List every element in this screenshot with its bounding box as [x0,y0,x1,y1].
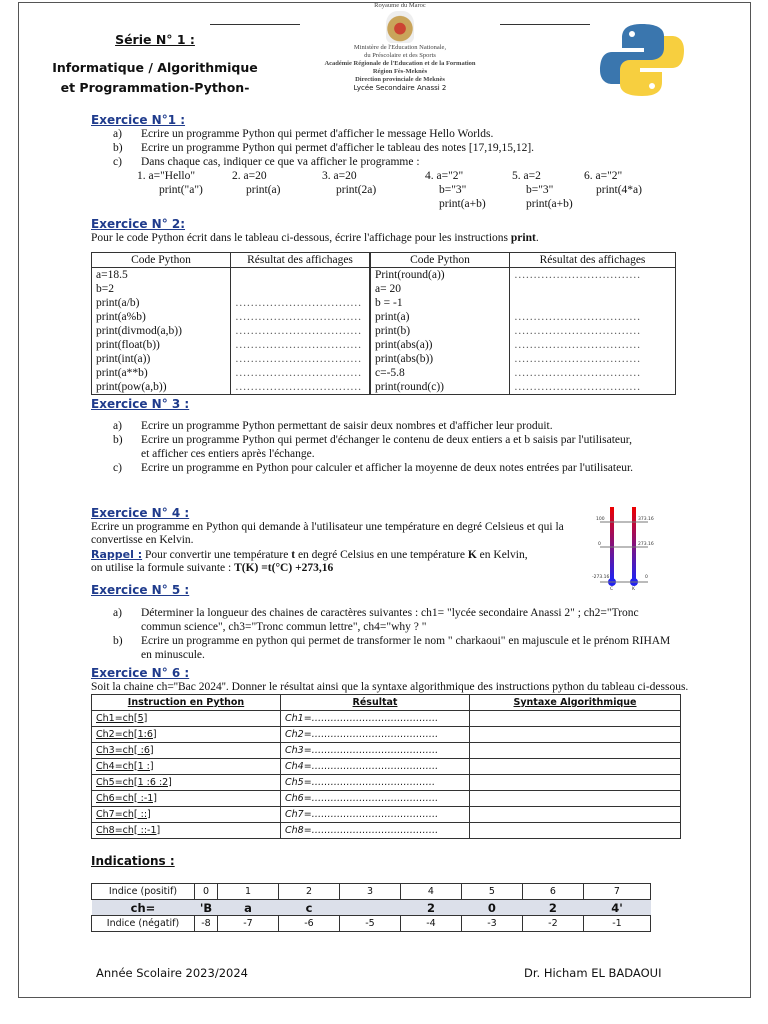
column-header: Code Python [370,253,510,268]
code-cell: a= 20 [370,282,510,296]
result-cell: Ch5=………………………………… [281,775,470,791]
instruction-cell: Ch7=ch[ ::] [92,807,281,823]
table-row [92,759,681,775]
code-cell: b = -1 [370,296,510,310]
python-logo-icon [598,22,686,98]
code-cell: Print(round(a)) [370,268,510,283]
index-cell: 'B [195,900,218,916]
item-text: Dans chaque cas, indiquer ce que va afficher le programme : [141,156,420,168]
table-row [92,296,676,310]
code-cell: print(a/b) [92,296,231,310]
code-cell: print(a**b) [92,366,231,380]
column-header: Syntaxe Algorithmique [470,695,681,711]
row-label: Indice (positif) [92,884,195,900]
result-cell: …………………………… [231,338,371,352]
result-cell: …………………………… [231,380,371,395]
table-row [92,775,681,791]
syntax-cell [470,727,681,743]
index-cell: -3 [461,916,522,932]
exercise-1-list [91,127,731,169]
thermometer-icon [590,505,660,590]
syntax-cell [470,807,681,823]
instruction-cell: Ch3=ch[ :6] [92,743,281,759]
result-cell: Ch2=…………………………………. [281,727,470,743]
exercise-3-title: Exercice N° 3 : [91,397,190,411]
school-year: Année Scolaire 2023/2024 [96,966,248,980]
table-row [92,282,676,296]
index-cell: -7 [218,916,279,932]
syntax-cell [470,743,681,759]
indications-title: Indications : [91,854,175,868]
index-cell: c [278,900,339,916]
exercise-2-intro: Pour le code Python écrit dans le tableau ci-dessous, écrire l'affichage pour les instructions print. [91,232,539,244]
exercise-2-table [91,252,676,395]
syntax-cell [470,711,681,727]
coat-of-arms-icon [386,11,414,43]
instruction-cell: Ch5=ch[1 :6 :2] [92,775,281,791]
divider [500,24,590,25]
result-cell [510,296,676,310]
instruction-cell: Ch6=ch[ :-1] [92,791,281,807]
rappel: Rappel : Pour convertir une température t en degré Celsius en une température K en Kelvin, [91,547,528,561]
instruction-cell: Ch1=ch[5] [92,711,281,727]
index-cell: 2 [522,900,583,916]
row-label: ch= [92,900,195,916]
result-cell: …………………………… [510,338,676,352]
index-cell: 5 [461,884,522,900]
academy: Académie Régionale de l'Education et de la Formation [324,60,476,67]
syntax-cell [470,775,681,791]
index-cell: 2 [278,884,339,900]
case: 6. a="2" print(4*a) [584,170,642,196]
scale-label: 273.16 [638,542,654,547]
scale-label: -273.16 [592,575,610,580]
exercise-5-title: Exercice N° 5 : [91,583,190,597]
column-header: Résultat [281,695,470,711]
item-key: a) [113,128,122,140]
index-cell: 3 [339,884,400,900]
case: 1. a="Hello" print("a") [137,170,203,196]
index-cell: a [218,900,279,916]
result-cell: …………………………… [510,380,676,395]
exercise-1-cases [91,169,731,211]
list-item [91,155,731,169]
index-cell: -8 [195,916,218,932]
subject-line2: et Programmation-Python- [60,80,250,95]
list-item: b) Ecrire un programme Python qui permet d'échanger le contenu de deux entiers a et b saisis par l'utilisateur, et afficher ces entiers après l'échange. [113,434,632,460]
result-cell: …………………………… [510,310,676,324]
scale-label: 0 [598,542,601,547]
index-cell: -5 [339,916,400,932]
result-cell: Ch7=…………………………………. [281,807,470,823]
exercise-6-title: Exercice N° 6 : [91,666,190,680]
kingdom: Royaume du Maroc [374,2,426,9]
table-row [92,324,676,338]
exercise-1-title: Exercice N°1 : [91,113,186,127]
code-cell: print(abs(a)) [370,338,510,352]
table-row [92,338,676,352]
region: Région Fès-Meknès [372,68,428,75]
formula: on utilise la formule suivante : T(K) =t(°C) +273,16 [91,562,334,574]
code-cell: print(abs(b)) [370,352,510,366]
serie-title: Série N° 1 : [115,32,195,47]
syntax-cell [470,759,681,775]
result-cell: Ch3=…………………………………. [281,743,470,759]
index-cell: -2 [522,916,583,932]
list-item: c) Ecrire un programme en Python pour calculer et afficher la moyenne de deux notes entrées par l'utilisateur. [113,462,634,474]
item-text: Ecrire un programme Python qui permet d'afficher le tableau des notes [17,19,15,12]. [141,142,535,154]
code-cell: print(a%b) [92,310,231,324]
scale-label: 0 [645,575,648,580]
kelvin-label: K [632,587,635,590]
code-cell: print(divmod(a,b)) [92,324,231,338]
list-item: b) Ecrire un programme en python qui permet de transformer le nom " charkaoui" en majuscule et le prénom RIHAM en minuscule. [113,635,671,661]
divider [210,24,300,25]
result-cell [231,268,371,283]
result-cell: …………………………… [510,268,676,283]
school: Lycée Secondaire Anassi 2 [353,84,447,92]
table-row [92,743,681,759]
exercise-2-title: Exercice N° 2: [91,217,186,231]
code-cell: c=-5.8 [370,366,510,380]
indices-table [91,883,651,932]
index-cell: 0 [461,900,522,916]
result-cell: …………………………… [231,296,371,310]
column-header: Code Python [92,253,231,268]
list-item: a) Ecrire un programme Python permettant de saisir deux nombres et d'afficher leur produit. [113,420,553,432]
direction: Direction provinciale de Meknès [355,76,445,83]
exercise-3-list [91,419,641,475]
table-row [92,711,681,727]
table-row [92,807,681,823]
result-cell: …………………………… [510,352,676,366]
column-header: Résultat des affichages [231,253,371,268]
table-row [92,310,676,324]
table-row [92,366,676,380]
index-cell [339,900,400,916]
result-cell [231,282,371,296]
code-cell: b=2 [92,282,231,296]
index-cell: 1 [218,884,279,900]
table-row [92,727,681,743]
result-cell: Ch8=…………………………………. [281,823,470,839]
column-header: Instruction en Python [92,695,281,711]
index-cell: -6 [278,916,339,932]
subject-line1: Informatique / Algorithmique [52,60,258,75]
celsius-label: C [610,587,614,590]
code-cell: print(int(a)) [92,352,231,366]
syntax-cell [470,791,681,807]
result-cell: …………………………… [510,366,676,380]
result-cell: Ch1=…………………………………. [281,711,470,727]
syntax-cell [470,823,681,839]
case: 3. a=20 print(2a) [322,170,377,196]
code-cell: a=18.5 [92,268,231,283]
instruction-cell: Ch2=ch[1:6] [92,727,281,743]
institution-block [290,2,510,92]
index-cell: 4 [400,884,461,900]
result-cell: …………………………… [510,324,676,338]
case: 5. a=2 b="3" print(a+b) [512,170,573,210]
result-cell: …………………………… [231,366,371,380]
index-cell: 6 [522,884,583,900]
instruction-cell: Ch8=ch[ ::-1] [92,823,281,839]
table-row [92,268,676,283]
exercise-6-intro: Soit la chaine ch=''Bac 2024''. Donner le résultat ainsi que la syntaxe algorithmique des instructions python du tableau ci-dessous. [91,680,689,693]
result-cell: …………………………… [231,352,371,366]
item-key: c) [113,156,122,168]
author: Dr. Hicham EL BADAOUI [524,966,662,980]
result-cell [510,282,676,296]
case: 2. a=20 print(a) [232,170,281,196]
exercise-4-title: Exercice N° 4 : [91,506,190,520]
index-cell: 2 [400,900,461,916]
instruction-cell: Ch4=ch[1 :] [92,759,281,775]
result-cell: …………………………… [231,324,371,338]
exercise-4-text: Ecrire un programme en Python qui demande à l'utilisateur une température en degré Celsieus et qui la convertisse en Kelvin. [91,520,564,546]
code-cell: print(a) [370,310,510,324]
list-item: a) Déterminer la longueur des chaines de caractères suivantes : ch1= "lycée secondaire Anassi 2" ; ch2="Tronc commun science", ch3="Tronc commun lettre", ch4="why ? " [113,607,639,633]
ministry: Ministère de l'Education Nationale, [353,44,447,51]
index-cell: 4' [583,900,650,916]
table-row [92,791,681,807]
index-cell: -1 [583,916,650,932]
index-cell: -4 [400,916,461,932]
exercise-5-list [91,606,681,662]
code-cell: print(float(b)) [92,338,231,352]
index-cell: 7 [583,884,650,900]
item-text: Ecrire un programme Python qui permet d'afficher le message Hello Worlds. [141,128,494,140]
table-row [92,380,676,395]
index-cell: 0 [195,884,218,900]
result-cell: Ch6=…………………………………. [281,791,470,807]
result-cell: …………………………… [231,310,371,324]
row-label: Indice (négatif) [92,916,195,932]
ministry-2: du Préscolaire et des Sports [364,52,436,59]
result-cell: Ch4=…………………………………. [281,759,470,775]
table-row [92,352,676,366]
table-row [92,823,681,839]
list-item [91,127,731,141]
column-header: Résultat des affichages [510,253,676,268]
exercise-6-table [91,694,681,839]
list-item [91,141,731,155]
code-cell: print(round(c)) [370,380,510,395]
item-key: b) [113,142,123,154]
scale-label: 373.16 [638,517,654,522]
case: 4. a="2" b="3" print(a+b) [425,170,486,210]
code-cell: print(b) [370,324,510,338]
scale-label: 100 [596,517,605,522]
code-cell: print(pow(a,b)) [92,380,231,395]
